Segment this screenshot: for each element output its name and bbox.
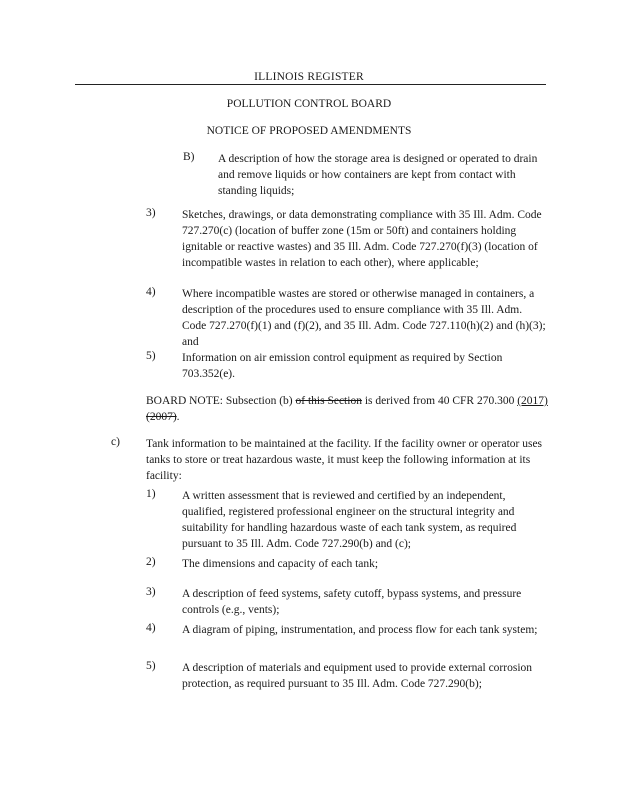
item-b-label: B) (183, 151, 195, 163)
item-c4-text: A diagram of piping, instrumentation, and process flow for each tank system; (182, 624, 538, 636)
item-c4-label: 4) (146, 622, 156, 634)
agency-title: POLLUTION CONTROL BOARD (226, 98, 392, 110)
item-c5-text: A description of materials and equipment used to provide external corrosion protection, as required pursuant to 35 Ill. Adm. Code 727.290(b); (182, 662, 533, 690)
item-c3-label: 3) (146, 586, 156, 598)
board-note-prefix: BOARD NOTE: Subsection (b) (146, 395, 296, 407)
item-4-text: Where incompatible wastes are stored or otherwise managed in containers, a description of the procedures used to ensure compliance with 35 Ill. Adm. Code 727.270(f)(1) and (f)(2), and 35 Ill. Adm. Code 727.110(h)(2) and (h)(3); and (182, 288, 546, 348)
item-c2-text: The dimensions and capacity of each tank; (182, 558, 379, 570)
board-note-mid: is derived from 40 CFR 270.300 (361, 395, 518, 407)
item-b-text: A description of how the storage area is designed or operated to drain and remove liquids or how containers are kept from contact with standing liquids; (218, 153, 538, 197)
board-note-deleted-2: (2007) (146, 411, 177, 423)
item-c2-label: 2) (146, 556, 156, 568)
header-rule (75, 84, 546, 85)
item-c5-label: 5) (146, 660, 156, 672)
board-note-deleted: of this Section (295, 395, 362, 407)
register-title: ILLINOIS REGISTER (254, 71, 364, 83)
item-c1-label: 1) (146, 488, 156, 500)
item-3-label: 3) (146, 207, 156, 219)
item-4-label: 4) (146, 286, 156, 298)
item-c-text: Tank information to be maintained at the facility. If the facility owner or operator uses tanks to store or treat hazardous waste, it must keep the following information at its facility: (146, 438, 543, 482)
item-5-label: 5) (146, 350, 156, 362)
board-note-added: (2017) (517, 395, 548, 407)
item-c3-text: A description of feed systems, safety cutoff, bypass systems, and pressure controls (e.g., vents); (182, 588, 522, 616)
board-note-end: . (176, 411, 180, 423)
item-3-text: Sketches, drawings, or data demonstrating compliance with 35 Ill. Adm. Code 727.270(c) (location of buffer zone (15m or 50ft) and containers holding ignitable or reactive wastes) and 35 Ill. Adm. Code 727.270(f)(3) (location of incompatible wastes in relation to each other), where applicable; (182, 209, 542, 269)
item-5-text: Information on air emission control equipment as required by Section 703.352(e). (182, 352, 503, 380)
item-c1-text: A written assessment that is reviewed and certified by an independent, qualified, registered professional engineer on the structural integrity and suitability for handling hazardous waste of each tank system, as required pursuant to 35 Ill. Adm. Code 727.290(b) and (c); (182, 490, 517, 550)
board-note (146, 393, 548, 425)
item-c-label: c) (111, 436, 120, 448)
notice-title: NOTICE OF PROPOSED AMENDMENTS (206, 125, 412, 137)
